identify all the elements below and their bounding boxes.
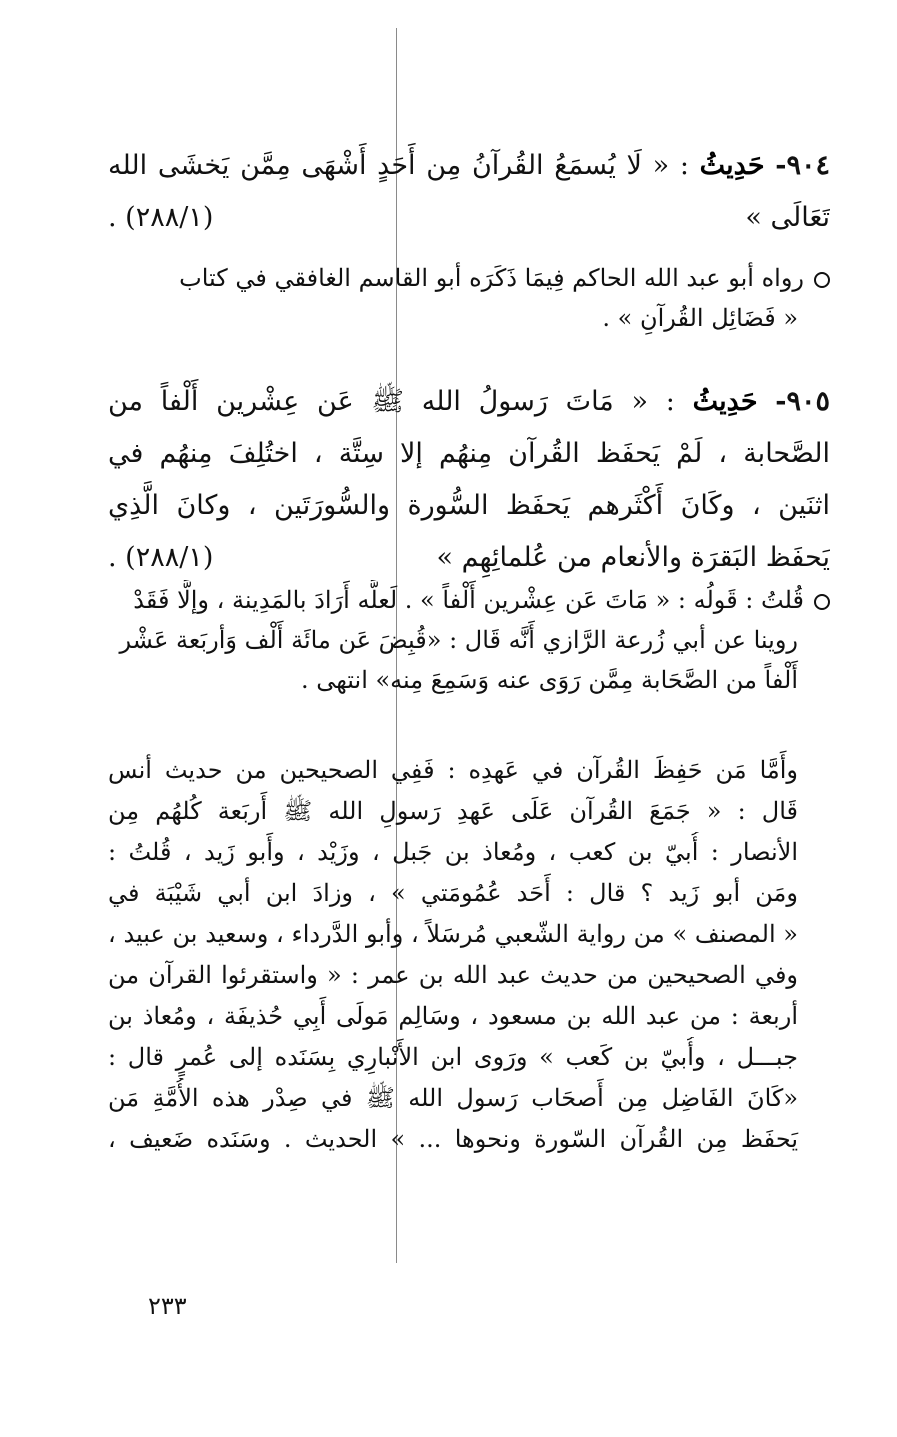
entry-905-keyword: حَدِيثُ <box>692 386 758 417</box>
note-904-text-2: « فَضَائِل القُرآنِ » . <box>602 304 798 332</box>
note-904-line-2 <box>108 298 830 338</box>
note-905-line-1 <box>108 580 830 620</box>
entry-904-text-1: : « لَا يُسمَعُ القُرآنُ مِن أَحَدٍ أَشْهَى مِمَّن يَخشَى الله <box>108 150 689 181</box>
entry-904-line-2 <box>108 192 830 244</box>
entry-905-text-3: اثنَين ، وكَانَ أَكْثَرهم يَحفَظ السُّورة والسُّورَتَين ، وكانَ الَّذِي <box>108 490 830 521</box>
note-904 <box>108 258 830 338</box>
entry-905-reference: (٢٨٨/١) . <box>108 542 214 573</box>
note-905-line-3 <box>108 660 830 700</box>
entry-904-line-1 <box>108 140 830 192</box>
bullet-circle-icon <box>814 272 830 288</box>
entry-904-number: ٩٠٤- <box>775 150 830 181</box>
paragraph-line: وفي الصحيحين من حديث عبد الله بن عمر : « واستقرئوا القرآن من <box>108 961 798 989</box>
entry-905-line-3 <box>108 480 830 532</box>
entry-905-line-1 <box>108 376 830 428</box>
paragraph-line: الأنصار : أُبيّ بن كعب ، ومُعاذ بن جَبل ، وزَيْد ، وأَبو زَيد ، قُلتُ : <box>108 838 798 866</box>
paragraph-line: وأَمَّا مَن حَفِظَ القُرآن في عَهدِه : فَفِي الصحيحين من حديث أنس <box>108 756 798 784</box>
entry-905-text-4: يَحفَظ البَقرَة والأنعام من عُلمائِهِم » <box>436 542 830 573</box>
note-905-text-1: قُلتُ : قَولُه : « مَاتَ عَن عِشْرين أَلْفاً » . لَعلَّه أَرَادَ بالمَدِينة ، وإلَّا فَقَدْ <box>133 586 804 614</box>
paragraph-line: « المصنف » من رواية الشّعبي مُرسَلاً ، وأبو الدَّرداء ، وسعيد بن عبيد ، <box>108 920 798 948</box>
hadith-entry-904 <box>108 140 830 244</box>
main-paragraph <box>108 750 830 1160</box>
entry-904-reference: (٢٨٨/١) . <box>108 202 214 233</box>
paragraph-line: يَحفَظ مِن القُرآن السّورة ونحوها ... » الحديث . وسَنَده ضَعيف ، <box>108 1125 798 1153</box>
note-904-line-1 <box>108 258 830 298</box>
entry-905-line-2 <box>108 428 830 480</box>
bullet-circle-icon <box>814 594 830 610</box>
entry-904-text-2: تَعَالَى » <box>745 202 830 233</box>
paragraph-line: «كَانَ الفَاضِل مِن أَصحَاب رَسول الله ﷺ في صِدْر هذه الأُمَّةِ مَن <box>108 1084 798 1112</box>
paragraph-line: ومَن أبو زَيد ؟ قال : أَحَد عُمُومَتي » ، وزادَ ابن أبي شَيْبَة في <box>108 879 798 907</box>
note-905 <box>108 580 830 700</box>
page-number: ٢٣٣ <box>148 1292 187 1320</box>
note-904-text-1: رواه أبو عبد الله الحاكم فِيمَا ذَكَرَه أبو القاسم الغافقي في كتاب <box>179 264 804 292</box>
entry-905-text-2: الصَّحابة ، لَمْ يَحفَظ القُرآن مِنهُم إلا سِتَّة ، اختُلِفَ مِنهُم في <box>108 438 830 469</box>
hadith-entry-905 <box>108 376 830 584</box>
note-905-text-2: روينا عن أبي زُرعة الرَّازي أَنَّه قَال : «قُبِضَ عَن مائَة أَلْف وَأربَعة عَشْر <box>119 626 798 654</box>
note-905-text-3: أَلْفاً من الصَّحَابة مِمَّن رَوَى عنه وَسَمِعَ مِنه» انتهى . <box>300 666 798 694</box>
entry-905-line-4 <box>108 532 830 584</box>
paragraph-line: أربعة : من عبد الله بن مسعود ، وسَالِم مَولَى أَبِي حُذيفَة ، ومُعاذ بن <box>108 1002 798 1030</box>
note-905-line-2 <box>108 620 830 660</box>
entry-905-number: ٩٠٥- <box>775 386 830 417</box>
paragraph-line: قَال : « جَمَعَ القُرآن عَلَى عَهدِ رَسولِ الله ﷺ أَربَعة كُلهُم مِن <box>108 797 798 825</box>
entry-904-keyword: حَدِيثُ <box>699 150 765 181</box>
paragraph-line: جبـــل ، وأُبيّ بن كَعب » ورَوى ابن الأَنْبارِي بِسَنَده إلى عُمرٍ قال : <box>108 1043 798 1071</box>
entry-905-text-1: : « مَاتَ رَسولُ الله ﷺ عَن عِشْرين أَلْفاً من <box>108 386 675 417</box>
